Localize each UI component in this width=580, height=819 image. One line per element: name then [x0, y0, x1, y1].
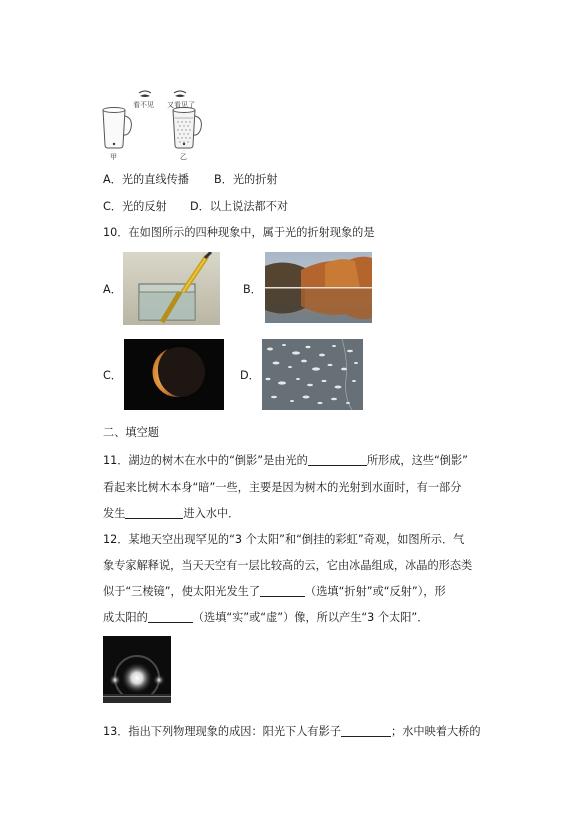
q11-line-2: 看起来比树木本身“暗”一些，主要是因为树木的光射到水面时，有一部分: [103, 481, 462, 494]
eye-icon: [174, 91, 186, 97]
q12-blank-2[interactable]: [148, 611, 193, 623]
q9-option-b: B．光的折射: [214, 173, 278, 186]
q10-photo-sparkling-water: [262, 339, 363, 410]
q10-label-a: A．: [103, 283, 122, 296]
q10-photo-lake-reflection: [265, 252, 372, 323]
q12-photo-three-suns: [103, 636, 171, 703]
cup-left-caption: 甲: [110, 153, 117, 161]
q13-line-1: 13．指出下列物理现象的成因：阳光下人有影子 ；水中映着大桥的: [103, 725, 481, 738]
q10-label-d: D．: [240, 369, 260, 382]
q12-line-2: 象专家解释说，当天天空有一层比较高的云，它由冰晶组成，冰晶的形态类: [103, 559, 473, 572]
q11-blank-2[interactable]: [125, 507, 183, 519]
q11-line-3: 发生 进入水中．: [103, 507, 240, 520]
q10-label-b: B．: [243, 283, 262, 296]
q9-option-d: D．以上说法都不对: [190, 200, 289, 213]
q10-photo-pencil-in-water: [123, 252, 220, 325]
q12-blank-1[interactable]: [260, 585, 305, 597]
q9-option-a: A．光的直线传播: [103, 173, 189, 186]
q9-option-c: C．光的反射: [103, 200, 167, 213]
q12-line-3: 似于“三棱镜”，使太阳光发生了 （选填“折射”或“反射”），形: [103, 585, 446, 598]
q12-line-1: 12．某地天空出现罕见的“3 个太阳”和“倒挂的彩虹”奇观，如图所示．气: [103, 533, 465, 546]
q13-blank-1[interactable]: [341, 725, 391, 737]
water-cup-icon: [173, 108, 201, 149]
eye-left-label: 看不见: [133, 101, 154, 109]
empty-cup-icon: [103, 108, 131, 149]
cups-figure: [95, 88, 215, 163]
cup-right-caption: 乙: [180, 153, 187, 161]
q12-line-4: 成太阳的 （选填“实”或“虚”）像，所以产生“3 个太阳”．: [103, 611, 429, 624]
eye-icon: [139, 91, 151, 97]
q11-line-1: 11．湖边的树木在水中的“倒影”是由光的 所形成，这些“倒影”: [103, 454, 468, 467]
q10-label-c: C．: [103, 369, 122, 382]
q10-stem: 10．在如图所示的四种现象中，属于光的折射现象的是: [103, 226, 375, 239]
eye-right-label: 又看见了: [167, 101, 195, 109]
q10-photo-lunar-eclipse: [124, 339, 224, 410]
q11-blank-1[interactable]: [308, 454, 367, 466]
section-title-fill-in: 二、填空题: [103, 426, 159, 439]
